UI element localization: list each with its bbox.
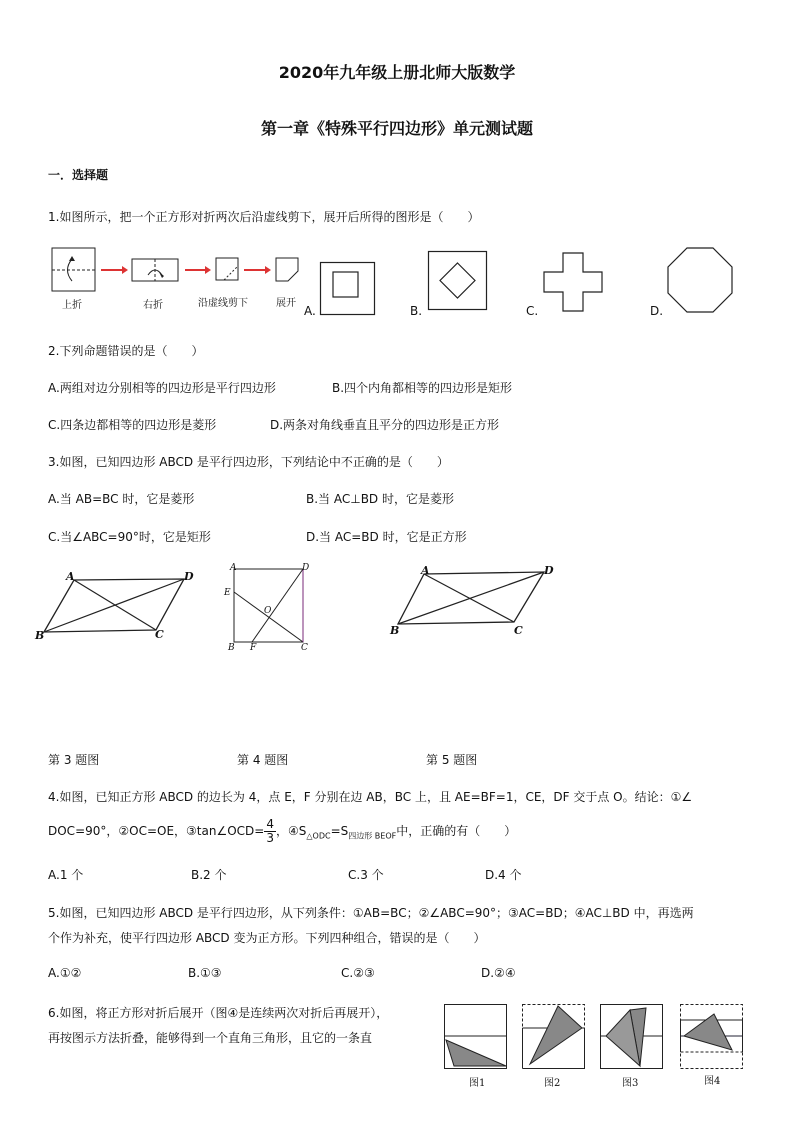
q6-caption-2: 图2 — [544, 1078, 561, 1089]
fig4-label-f: F — [250, 643, 257, 653]
q6-figure-4 — [680, 1004, 744, 1070]
fig4-label-c: C — [301, 643, 308, 653]
q1-option-d: D. — [650, 304, 664, 318]
page-title: 2020年九年级上册北师大版数学 — [278, 63, 516, 82]
q2-option-c: C.四条边都相等的四边形是菱形 — [48, 418, 217, 432]
caption-fig5: 第 5 题图 — [426, 753, 478, 767]
fig5-label-a: A — [421, 564, 430, 577]
q1-fold-process-figure — [48, 245, 308, 315]
q5-stem-line2: 个作为补充，使平行四边形 ABCD 变为正方形。下列四种组合，错误的是（ ） — [48, 931, 486, 945]
q1-option-b: B. — [410, 304, 423, 318]
q5-parallelogram-figure — [392, 564, 552, 634]
q3-option-d: D.当 AC=BD 时，它是正方形 — [306, 530, 467, 544]
fig3-label-a: A — [66, 570, 75, 583]
page-subtitle: 第一章《特殊平行四边形》单元测试题 — [260, 119, 533, 138]
q5-stem-line1: 5.如图，已知四边形 ABCD 是平行四边形，从下列条件：①AB=BC；②∠ABC=90°；③AC=BD；④AC⊥BD 中，再选两 — [48, 906, 694, 920]
q3-option-c: C.当∠ABC=90°时，它是矩形 — [48, 530, 211, 544]
q6-stem-line1: 6.如图，将正方形对折后展开（图④是连续两次对折后再展开）， — [48, 1006, 389, 1020]
fig3-label-b: B — [35, 629, 45, 642]
q4-stem-part-a: DOC=90°，②OC=OE，③tan∠OCD= — [48, 824, 265, 838]
q2-stem: 2.下列命题错误的是（ ） — [48, 344, 204, 358]
q6-stem-line2: 再按图示方法折叠，能够得到一个直角三角形，且它的一条直 — [48, 1031, 373, 1045]
q4-option-b: B.2 个 — [191, 868, 227, 882]
q6-caption-1: 图1 — [469, 1078, 486, 1089]
fig4-label-o: O — [264, 606, 272, 616]
q6-caption-4: 图4 — [704, 1076, 721, 1087]
q2-option-a: A.两组对边分别相等的四边形是平行四边形 — [48, 381, 276, 395]
q5-option-a: A.①② — [48, 966, 82, 980]
q4-stem-line2 — [48, 816, 516, 851]
q1-option-d-figure — [667, 247, 733, 313]
q1-option-c: C. — [526, 304, 539, 318]
q1-step-label-2: 右折 — [143, 300, 163, 311]
caption-fig3: 第 3 题图 — [48, 753, 100, 767]
q4-stem-part-d: 中，正确的有（ ） — [396, 824, 517, 838]
q4-sub-odc: △ODC — [306, 831, 331, 841]
q6-caption-3: 图3 — [622, 1078, 639, 1089]
fig5-label-c: C — [514, 624, 523, 637]
q4-fraction-num: 4 — [266, 817, 274, 831]
fig5-label-b: B — [390, 624, 400, 637]
q6-figure-2 — [522, 1004, 586, 1070]
q1-step-label-1: 上折 — [62, 300, 82, 311]
fig5-label-d: D — [544, 564, 554, 577]
q6-figure-1 — [444, 1004, 508, 1070]
q4-stem-part-c: =S — [330, 824, 349, 838]
fig4-label-a: A — [230, 563, 237, 573]
q4-option-a: A.1 个 — [48, 868, 84, 882]
q5-option-d: D.②④ — [481, 966, 516, 980]
q3-option-b: B.当 AC⊥BD 时，它是菱形 — [306, 492, 454, 506]
q5-option-b: B.①③ — [188, 966, 222, 980]
q4-stem-line1: 4.如图，已知正方形 ABCD 的边长为 4，点 E，F 分别在边 AB，BC 上，且 AE=BF=1，CE，DF 交于点 O。结论：①∠ — [48, 790, 693, 804]
q1-option-b-figure — [428, 251, 488, 311]
q3-option-a: A.当 AB=BC 时，它是菱形 — [48, 492, 195, 506]
fig4-label-e: E — [224, 588, 231, 598]
q6-figure-3 — [600, 1004, 664, 1070]
q4-stem-part-b: ，④S — [276, 824, 307, 838]
q2-option-d: D.两条对角线垂直且平分的四边形是正方形 — [270, 418, 500, 432]
fig4-label-b: B — [228, 643, 235, 653]
caption-fig4: 第 4 题图 — [237, 753, 289, 767]
q4-sub-beof: 四边形 BEOF — [348, 831, 397, 841]
q1-step-label-3: 沿虚线剪下 — [198, 298, 248, 309]
q4-option-d: D.4 个 — [485, 868, 522, 882]
q1-step-label-4: 展开 — [276, 298, 296, 309]
q1-option-c-figure — [543, 252, 603, 312]
q1-option-a: A. — [304, 304, 316, 318]
fig3-label-d: D — [184, 570, 194, 583]
q4-option-c: C.3 个 — [348, 868, 384, 882]
section-heading: 一．选择题 — [48, 168, 109, 182]
fig3-label-c: C — [155, 628, 164, 641]
fig4-label-d: D — [302, 563, 310, 573]
q1-stem: 1.如图所示，把一个正方形对折两次后沿虚线剪下，展开后所得的图形是（ ） — [48, 210, 480, 224]
q4-fraction-den: 3 — [266, 831, 274, 845]
q5-option-c: C.②③ — [341, 966, 375, 980]
q3-stem: 3.如图，已知四边形 ABCD 是平行四边形，下列结论中不正确的是（ ） — [48, 455, 449, 469]
q1-option-a-figure — [320, 262, 375, 317]
q2-option-b: B.四个内角都相等的四边形是矩形 — [332, 381, 513, 395]
q4-fraction — [264, 818, 276, 845]
q3-parallelogram-figure — [38, 568, 198, 643]
